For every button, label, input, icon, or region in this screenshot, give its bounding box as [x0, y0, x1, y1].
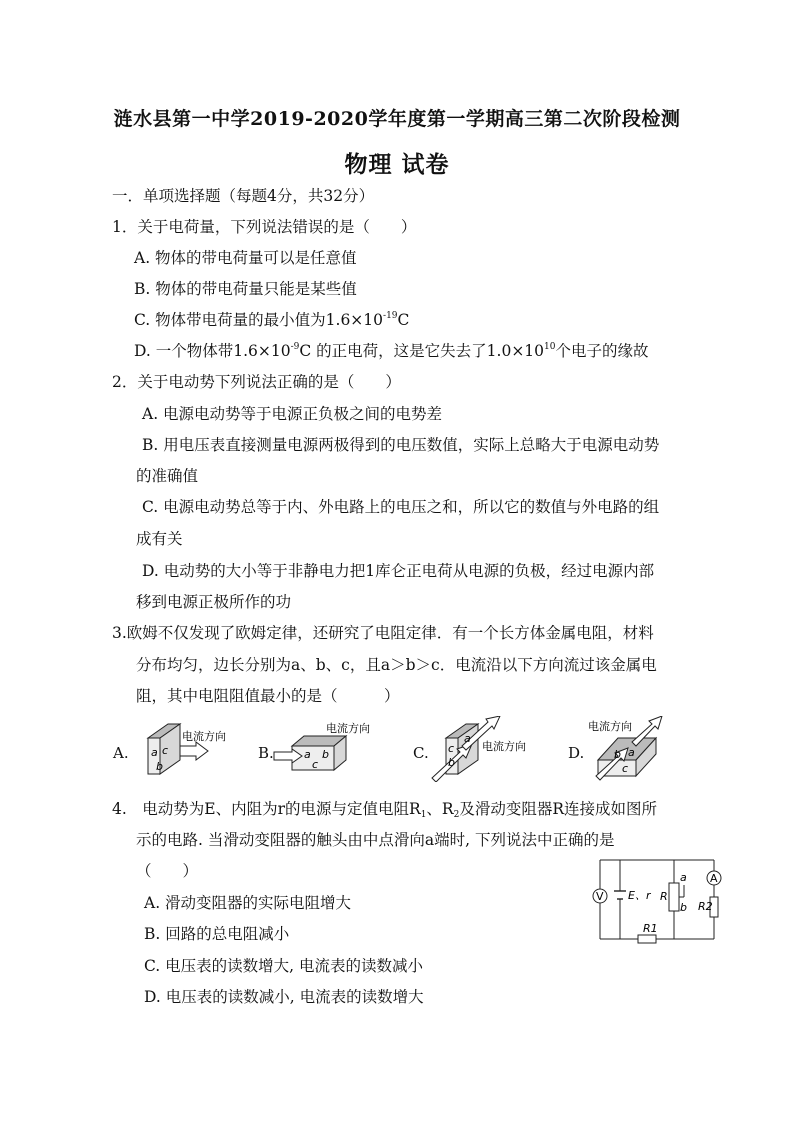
q1-option-d: D. 一个物体带$1.6\times 10^{-9}C$ 的正电荷，这是它失去了$1.0\times 10^{10}$个电子的缘故	[134, 342, 649, 360]
q3-option-a-label: A.	[113, 744, 129, 762]
q4-option-a: A. 滑动变阻器的实际电阻增大	[144, 894, 352, 912]
q3-option-d-figure	[582, 716, 692, 782]
svg-text:a: a	[628, 746, 635, 759]
q1-stem: 1．关于电荷量，下列说法错误的是（ ）	[112, 218, 417, 236]
q3-option-b-label: B.	[258, 744, 274, 762]
q2-option-d-line2: 移到电源正极所作的功	[136, 593, 292, 611]
q3-option-c-label: C.	[413, 744, 429, 762]
subject-title: 物理 试卷	[344, 151, 450, 178]
q4-option-c: C. 电压表的读数增大, 电流表的读数减小	[144, 957, 424, 975]
q3-option-c-figure	[426, 716, 546, 782]
q3-b-tag: 电流方向	[326, 722, 370, 735]
svg-text:c: c	[162, 744, 169, 757]
q4-line1: 4. 电动势为E、内阻为r的电源与定值电阻$R_1$、$R_2$及滑动变阻器R连接成如图所	[112, 800, 657, 820]
q2-option-a: A. 电源电动势等于电源正负极之间的电势差	[142, 405, 443, 423]
svg-text:a: a	[464, 732, 471, 745]
section-heading: 一．单项选择题（每题4分，共32分）	[112, 187, 375, 205]
svg-text:b: b	[680, 901, 687, 914]
q3-option-d-label: D.	[568, 744, 585, 762]
svg-text:a: a	[680, 871, 687, 884]
q3-option-a-figure	[126, 716, 236, 782]
ammeter-symbol: A	[710, 872, 718, 885]
q3-c-tag: 电流方向	[482, 740, 526, 753]
q2-option-b-line2: 的准确值	[136, 467, 199, 485]
q3-a-tag: 电流方向	[182, 730, 226, 743]
svg-text:R1: R1	[643, 922, 658, 935]
svg-text:b: b	[448, 756, 455, 769]
q4-option-b: B. 回路的总电阻减小	[144, 925, 290, 943]
svg-text:b: b	[156, 760, 163, 773]
q4-option-d: D. 电压表的读数减小, 电流表的读数增大	[144, 988, 424, 1006]
exam-title: 涟水县第一中学2019-2020学年度第一学期高三第二次阶段检测	[113, 108, 681, 130]
q3-option-b-figure	[272, 716, 382, 782]
q2-option-b-line1: B. 用电压表直接测量电源两极得到的电压数值，实际上总略大于电源电动势	[142, 436, 660, 454]
svg-text:b: b	[322, 748, 329, 761]
svg-text:c: c	[312, 758, 319, 771]
q1-option-a: A. 物体的带电荷量可以是任意值	[134, 249, 357, 267]
svg-text:R: R	[660, 890, 668, 903]
svg-text:R2: R2	[698, 900, 713, 913]
svg-text:b: b	[614, 748, 621, 761]
q4-line3: （ ）	[136, 862, 199, 880]
q3-d-tag: 电流方向	[588, 720, 632, 733]
q2-option-d-line1: D. 电动势的大小等于非静电力把1库仑正电荷从电源的负极，经过电源内部	[142, 562, 655, 580]
q1-option-c: C. 物体带电荷量的最小值为$1.6\times 10^{-19}C$	[134, 311, 410, 329]
q3-line1: 3.欧姆不仅发现了欧姆定律，还研究了电阻定律．有一个长方体金属电阻，材料	[112, 624, 654, 642]
q3-line2: 分布均匀，边长分别为a、b、c，且a＞b＞c．电流沿以下方向流过该金属电	[136, 656, 657, 674]
q4-circuit-diagram	[590, 855, 730, 947]
svg-text:c: c	[448, 742, 455, 755]
svg-text:a: a	[151, 746, 158, 759]
q2-option-c-line2: 成有关	[136, 530, 183, 548]
svg-text:E、r: E、r	[628, 889, 651, 902]
svg-text:c: c	[622, 762, 629, 775]
q2-stem: 2．关于电动势下列说法正确的是（ ）	[112, 373, 401, 391]
q4-line2: 示的电路. 当滑动变阻器的触头由中点滑向a端时, 下列说法中正确的是	[136, 831, 615, 849]
q3-line3: 阻，其中电阻阻值最小的是（ ）	[136, 687, 400, 705]
q2-option-c-line1: C. 电源电动势总等于内、外电路上的电压之和，所以它的数值与外电路的组	[142, 498, 660, 516]
svg-text:a: a	[304, 748, 311, 761]
q1-option-b: B. 物体的带电荷量只能是某些值	[134, 280, 357, 298]
voltmeter-symbol: V	[596, 890, 604, 903]
